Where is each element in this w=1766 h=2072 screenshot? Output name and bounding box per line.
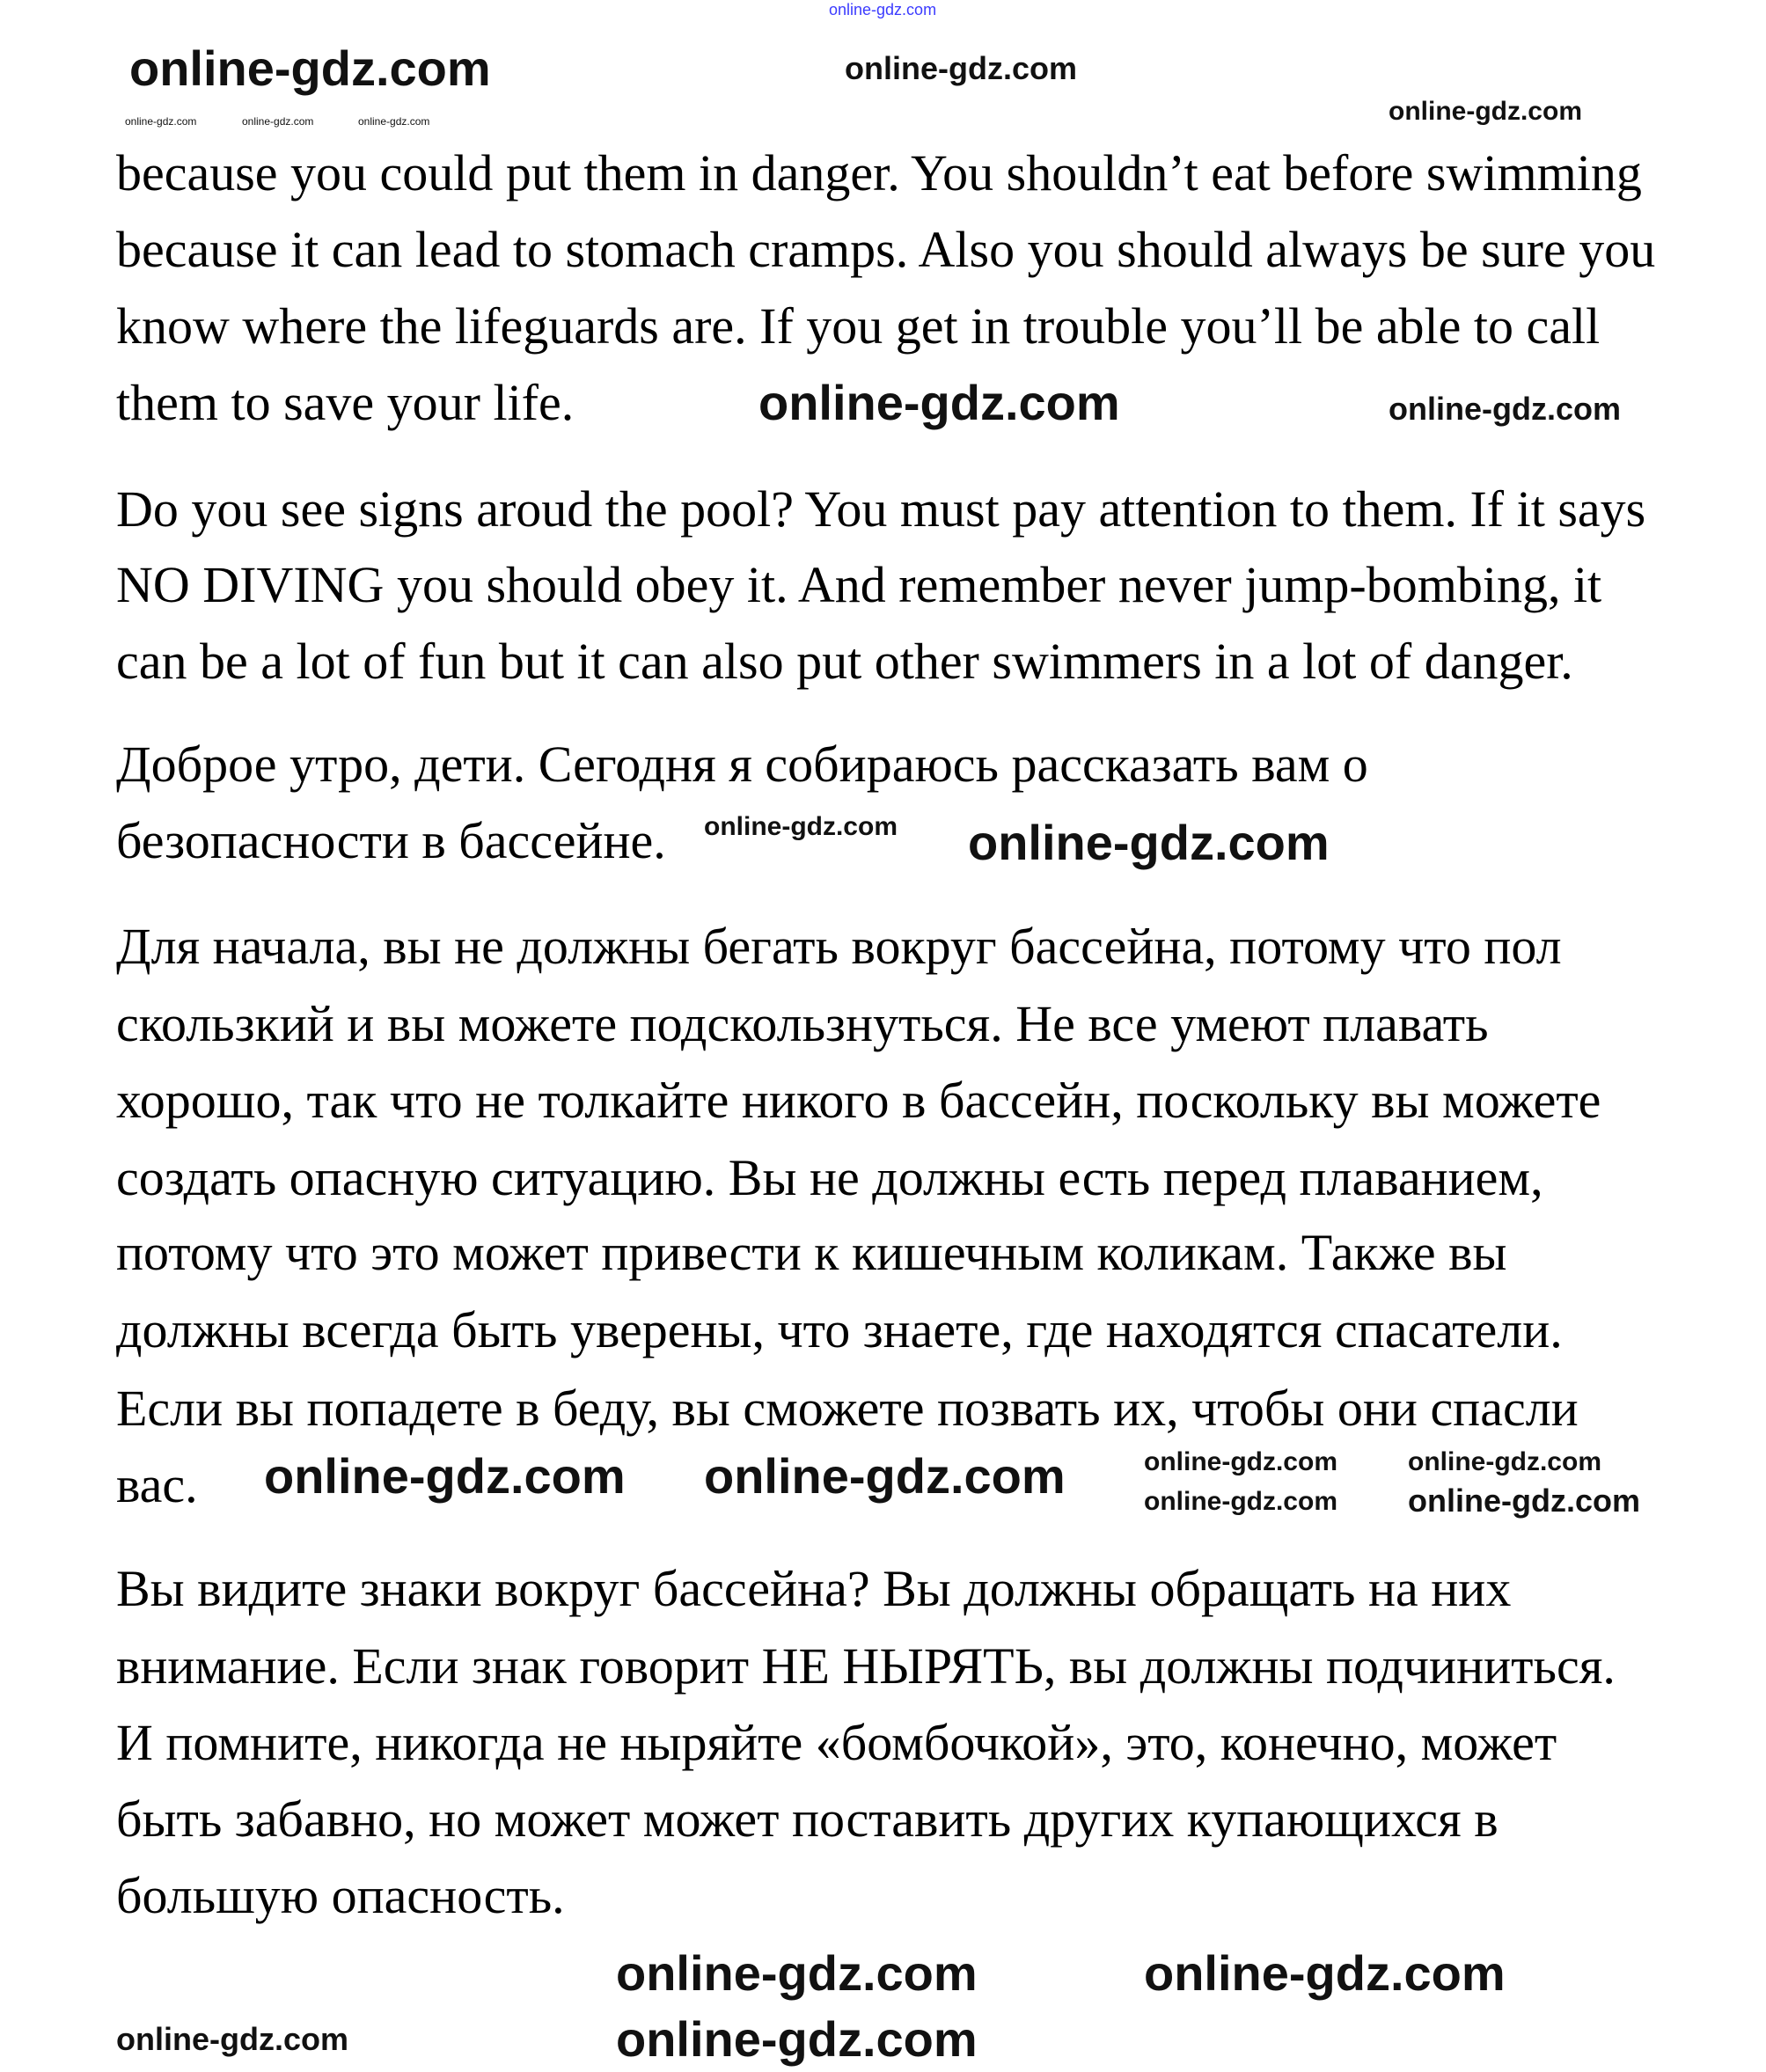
watermark: online-gdz.com xyxy=(845,50,1077,86)
watermark: online-gdz.com xyxy=(116,2021,348,2057)
text-line: скользкий и вы можете подскользнуться. Не все умеют плавать xyxy=(116,995,1489,1052)
watermark: online-gdz.com xyxy=(1408,1483,1640,1519)
text-line: them to save your life. xyxy=(116,374,575,431)
watermark: online-gdz.com xyxy=(358,115,430,128)
text-line: вас. xyxy=(116,1456,198,1513)
text-line: безопасности в бассейне. xyxy=(116,812,666,869)
watermark: online-gdz.com xyxy=(1144,1447,1337,1476)
watermark: online-gdz.com xyxy=(704,1448,1066,1504)
watermark: online-gdz.com xyxy=(616,1945,978,2001)
text-line: because it can lead to stomach cramps. Also you should always be sure you xyxy=(116,221,1656,278)
watermark: online-gdz.com xyxy=(1389,391,1621,427)
text-line: Do you see signs aroud the pool? You must pay attention to them. If it says xyxy=(116,480,1646,538)
watermark: online-gdz.com xyxy=(242,115,314,128)
text-line: хорошо, так что не толкайте никого в бассейн, поскольку вы можете xyxy=(116,1072,1601,1129)
watermark: online-gdz.com xyxy=(264,1448,626,1504)
text-line: know where the lifeguards are. If you get in trouble you’ll be able to call xyxy=(116,297,1601,355)
text-line: Доброе утро, дети. Сегодня я собираюсь рассказать вам о xyxy=(116,736,1368,793)
text-line: потому что это может привести к кишечным коликам. Также вы xyxy=(116,1224,1507,1281)
text-line: быть забавно, но может может поставить других купающихся в xyxy=(116,1790,1499,1848)
text-line: can be a lot of fun but it can also put other swimmers in a lot of danger. xyxy=(116,633,1573,690)
watermark: online-gdz.com xyxy=(1389,97,1582,126)
watermark: online-gdz.com xyxy=(1144,1487,1337,1516)
watermark: online-gdz.com xyxy=(968,815,1330,870)
text-line: создать опасную ситуацию. Вы не должны есть перед плаванием, xyxy=(116,1149,1543,1206)
header-watermark[interactable]: online-gdz.com xyxy=(829,1,937,18)
text-line: внимание. Если знак говорит НЕ НЫРЯТЬ, вы должны подчиниться. xyxy=(116,1637,1616,1695)
watermark: online-gdz.com xyxy=(129,40,491,96)
text-line: большую опасность. xyxy=(116,1867,565,1924)
text-line: Если вы попадете в беду, вы сможете позвать их, чтобы они спасли xyxy=(116,1380,1579,1437)
text-line: Для начала, вы не должны бегать вокруг бассейна, потому что пол xyxy=(116,918,1562,975)
watermark: online-gdz.com xyxy=(1144,1945,1506,2001)
text-line: И помните, никогда не ныряйте «бомбочкой», это, конечно, может xyxy=(116,1714,1557,1771)
watermark: online-gdz.com xyxy=(758,375,1120,430)
text-line: NO DIVING you should obey it. And remember never jump-bombing, it xyxy=(116,556,1602,613)
watermark: online-gdz.com xyxy=(616,2011,978,2067)
text-line: because you could put them in danger. You shouldn’t eat before swimming xyxy=(116,144,1642,201)
watermark: online-gdz.com xyxy=(704,812,898,841)
text-line: Вы видите знаки вокруг бассейна? Вы должны обращать на них xyxy=(116,1560,1512,1617)
text-line: должны всегда быть уверены, что знаете, где находятся спасатели. xyxy=(116,1301,1563,1358)
watermark: online-gdz.com xyxy=(125,115,197,128)
watermark: online-gdz.com xyxy=(1408,1447,1601,1476)
